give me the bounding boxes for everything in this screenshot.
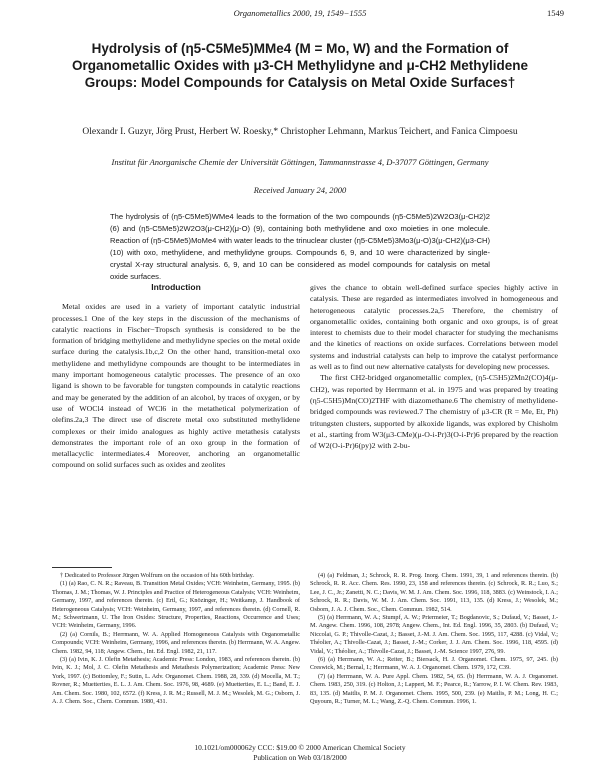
introduction-heading: Introduction xyxy=(151,282,201,292)
page-footer xyxy=(0,743,600,762)
footnote: (3) (a) Ivin, K. J. Olefin Metathesis; Academic Press: London, 1983, and references therein. (b) Ivin, K. J.; Mol, J. C. Olefin Metathesis and Metathesis Polymerization; Academic Press: New York, 1997. (c) Bottomley, F.; Sutin, L. Adv. Organomet. Chem. 1988, 28, 339. (d) Mocella, M. T.; Rovner, R.; Muetterties, E. L. J. Am. Chem. Soc. 1976, 98, 4689. (e) Muetterties, E. L.; Band, E. J. Am. Chem. Soc. 1980, 102, 6572. (f) Kress, J. R. M.; Russell, M. J. M.; Wesolek, M. G.; Osborn, J. A. J. Chem. Soc., Chem. Commun. 1980, 431. xyxy=(52,656,300,706)
intro-paragraph-1: Metal oxides are used in a variety of important catalytic industrial processes.1 One of the key steps in the discussion of the mechanisms of catalytic reactions in Fischer−Tropsch synthesis is considered to be the formation of bridging methylidene and methylidyne species on the metal oxide surface during the catalysis.1b,c,2 On the other hand, transition-metal oxo methylidene and methylidyne compounds are thought to be intermediates in many important homogeneous catalytic processes. The presence of an oxo ligand is shown to be favorable for tungsten compounds in catalytic reactions and may be generated by the addition of an alcohol, by traces of oxygen, or by use of WOCl4 instead of WCl6 in the metathetical polymerization of olefins.2a,3 The direct use of discrete metal oxo substituted methylidene complexes or their imido analogues as highly active metathesis catalysts demonstrates the important role of an oxo group in the formation of metallacyclic intermediates.4 Moreover, anchoring an organometallic compound on solid surfaces such as oxides and zeolites xyxy=(52,302,300,470)
right-column xyxy=(310,282,558,451)
footnote: † Dedicated to Professor Jürgen Wolfrum on the occasion of his 60th birthday. xyxy=(60,572,254,579)
footnote: (1) (a) Rao, C. N. R.; Raveau, B. Transition Metal Oxides; VCH: Weinheim, Germany, 1995. (b) Thomas, J. M.; Thomas, W. J. Principles and Practice of Heterogeneous Catalysis; VCH: Weinheim, Germany, 1997, and references therein. (c) Ertl, G.; Knözinger, H.; Weitkamp, J. Handbook of Heterogeneous Catalysis; VCH: Weinheim, Germany, 1997, and references therein. (d) Cornell, R. M.; Schwertmann, U. The Iron Oxides: Structure, Properties, Reactions, Occurrence and Uses; VCH: Weinheim, Germany, 1996. xyxy=(52,580,300,630)
author-list: Olexandr I. Guzyr, Jörg Prust, Herbert W. Roesky,* Christopher Lehmann, Markus Teichert, and Fanica Cimpoesu xyxy=(82,127,518,137)
affiliation: Institut für Anorganische Chemie der Universität Göttingen, Tammannstrasse 4, D-37077 Göttingen, Germany xyxy=(111,157,489,167)
article-title: Hydrolysis of (η5-C5Me5)MMe4 (M = Mo, W) and the Formation of Organometallic Oxides with μ3-CH Methylidyne and μ-CH2 Methylidene Groups: Model Compounds for Catalysis on Metal Oxide Surfaces† xyxy=(71,41,529,90)
abstract: The hydrolysis of (η5-C5Me5)WMe4 leads to the formation of the two compounds (η5-C5Me5)2W2O3(μ-CH2)2 (6) and (η5-C5Me5)2W2O3(μ-CH2)(μ-O) (9), containing both methylidene and oxo moieties in one molecule. Reaction of (η5-C5Me5)MoMe4 with water leads to the trinuclear cluster (η5-C5Me5)3Mo3(μ-O)3(μ-CH2)(μ3-CH) (10) with oxo, methylidene, and methylidyne groups. Compounds 6, 9, and 10 were characterized by single-crystal X-ray structural analysis. 6, 9, and 10 can be considered as model compounds for catalysis on metal oxide surfaces. xyxy=(110,212,490,281)
footnote: (6) (a) Herrmann, W. A.; Reiter, B.; Biersack, H. J. Organomet. Chem. 1975, 97, 245. (b) Creswick, M.; Bernal, I.; Herrmann, W. A. J. Organomet. Chem. 1979, 172, C39. xyxy=(310,656,558,672)
intro-paragraph-2: The first CH2-bridged organometallic complex, (η5-C5H5)2Mn2(CO)4(μ-CH2), was reported by Herrmann et al. in 1975 and was prepared by treating (η5-C5H5)Mn(CO)2THF with diazomethane.6 The chemistry of methylidene-bridged compounds was reviewed.7 The chemistry of μ3-CR (R = Me, Et, Ph) tritungsten clusters, supported by alkoxide ligands, was explored by Chisholm et al., starting from W3(μ3-CMe)(μ-O-i-Pr)3(O-i-Pr)6 prepared by the reaction of W2(O-i-Pr)6(py)2 with 2-bu- xyxy=(310,373,558,451)
footnote: (2) (a) Cornils, B.; Herrmann, W. A. Applied Homogeneous Catalysis with Organometallic Compounds; VCH: Weinheim, Germany, 1996, and references therein. (b) Herrmann, W. A. Angew. Chem. 1982, 94, 118; Angew. Chem., Int. Ed. Engl. 1982, 21, 117. xyxy=(52,630,300,655)
footnote-rule xyxy=(52,567,112,568)
publication-date: Publication on Web 03/18/2000 xyxy=(253,752,347,762)
left-column xyxy=(52,282,300,471)
intro-paragraph-1-continued: gives the chance to obtain well-defined surface species highly active in catalysis. These are regarded as intermediates involved in homogeneous and heterogeneous catalytic processes.2a,5 Therefore, the chemistry of organometallic oxides, containing both organic and oxo groups, is of great interest to chemists due to their model character for studying the mechanisms and the kinetics of reactions on oxide surfaces. Correlations between model systems and industrial catalysts can help to improve the catalyst performance as well as to find out new alternative catalysts for developing new processes. xyxy=(310,283,558,372)
footnote: (5) (a) Herrmann, W. A.; Stumpf, A. W.; Priermeier, T.; Bogdanovic, S.; Dufaud, V.; Basset, J.-M. Angew. Chem. 1996, 108, 2978; Angew. Chem., Int. Ed. Engl. 1996, 35, 2803. (b) Dufaud, V.; Niccolai, G. P.; Thivolle-Cazat, J.; Basset, J.-M. J. Am. Chem. Soc. 1995, 117, 4288. (c) Vidal, V.; Théolier, A.; Thivolle-Cazat, J.; Basset, J.-M.; Corker, J. J. Am. Chem. Soc. 1996, 118, 4595. (d) Vidal, V.; Théolier, A.; Thivolle-Cazat, J.; Basset, J.-M. Science 1997, 276, 99. xyxy=(310,614,558,655)
received-date: Received January 24, 2000 xyxy=(253,185,347,195)
doi-line: 10.1021/om000062y CCC: $19.00 © 2000 American Chemical Society xyxy=(194,743,406,752)
page-number: 1549 xyxy=(547,8,564,18)
footnote: (4) (a) Feldman, J.; Schrock, R. R. Prog. Inorg. Chem. 1991, 39, 1 and references therein. (b) Schrock, R. R. Acc. Chem. Res. 1990, 23, 158 and references therein. (c) Schrock, R. R.; Luo, S.; Lee, J. C., Jr.; Zanetti, N. C.; Davis, W. M. J. Am. Chem. Soc. 1996, 118, 3883. (c) Weinstock, I. A.; Schrock, R. R.; Davis, W. M. J. Am. Chem. Soc. 1991, 113, 135. (d) Kress, J.; Wesolek, M.; Osborn, J. A. J. Chem. Soc., Chem. Commun. 1982, 514. xyxy=(310,572,558,613)
footnotes-right xyxy=(310,572,558,707)
journal-header: Organometallics 2000, 19, 1549−1555 xyxy=(233,8,367,18)
footnotes-left xyxy=(52,572,300,707)
footnote: (7) (a) Herrmann, W. A. Pure Appl. Chem. 1982, 54, 65. (b) Herrmann, W. A. J. Organomet. Chem. 1983, 250, 319. (c) Holton, J.; Lappert, M. F.; Pearce, R.; Yarrow, P. I. W. Chem. Rev. 1983, 83, 135. (d) Maitlis, P. M. J. Organomet. Chem. 1995, 500, 239. (e) Maitlis, P. M.; Long, H. C.; Quyoum, R.; Turner, M. L.; Wang, Z.-Q. Chem. Commun. 1996, 1. xyxy=(310,672,558,706)
